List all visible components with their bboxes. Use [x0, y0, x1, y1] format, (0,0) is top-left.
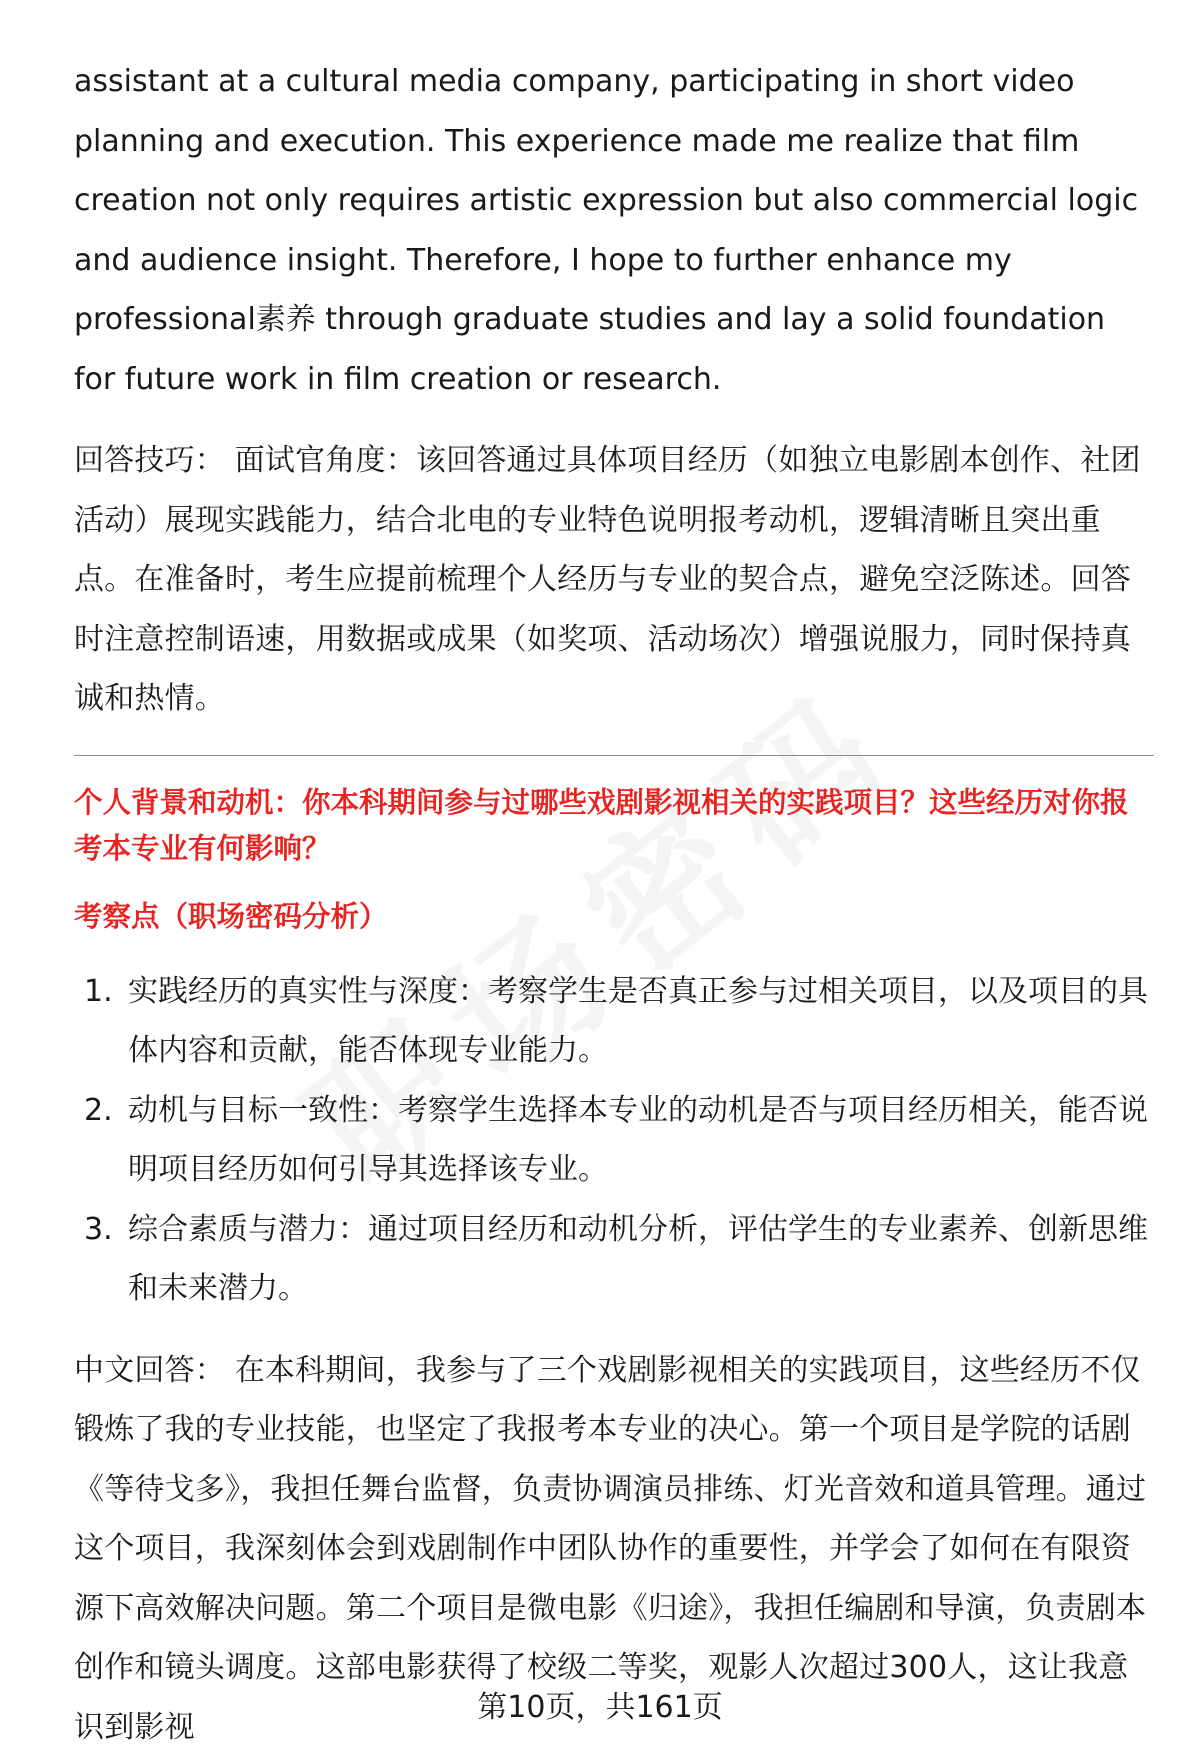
- page-content: [74, 52, 1154, 1757]
- assessment-heading: 考察点（职场密码分析）: [74, 894, 1154, 940]
- list-item-number: 1.: [84, 962, 113, 1022]
- question-heading: 个人背景和动机：你本科期间参与过哪些戏剧影视相关的实践项目？这些经历对你报考本专业有何影响？: [74, 780, 1154, 872]
- chinese-answer: 中文回答： 在本科期间，我参与了三个戏剧影视相关的实践项目，这些经历不仅锻炼了我的专业技能，也坚定了我报考本专业的决心。第一个项目是学院的话剧《等待戈多》，我担任舞台监督，负责协调演员排练、灯光音效和道具管理。通过这个项目，我深刻体会到戏剧制作中团队协作的重要性，并学会了如何在有限资源下高效解决问题。第二个项目是微电影《归途》，我担任编剧和导演，负责剧本创作和镜头调度。这部电影获得了校级二等奖，观影人次超过300人，这让我意识到影视: [74, 1341, 1154, 1757]
- english-answer-continuation: assistant at a cultural media company, participating in short video planning and execution. This experience made me realize that film creation not only requires artistic expression but also commercial logic and audience insight. Therefore, I hope to further enhance my professional素养 through graduate studies and lay a solid foundation for future work in film creation or research.: [74, 52, 1154, 409]
- answer-tip: 回答技巧： 面试官角度：该回答通过具体项目经历（如独立电影剧本创作、社团活动）展现实践能力，结合北电的专业特色说明报考动机，逻辑清晰且突出重点。在准备时，考生应提前梳理个人经历与专业的契合点，避免空泛陈述。回答时注意控制语速，用数据或成果（如奖项、活动场次）增强说服力，同时保持真诚和热情。: [74, 431, 1154, 729]
- list-item: [74, 1200, 1154, 1319]
- list-item: [74, 1081, 1154, 1200]
- list-item-text: 综合素质与潜力：通过项目经历和动机分析，评估学生的专业素养、创新思维和未来潜力。: [128, 1212, 1148, 1307]
- list-item-number: 3.: [84, 1200, 113, 1260]
- list-item-number: 2.: [84, 1081, 113, 1141]
- list-item-text: 动机与目标一致性：考察学生选择本专业的动机是否与项目经历相关，能否说明项目经历如何引导其选择该专业。: [128, 1093, 1148, 1188]
- page-number-footer: 第10页，共161页: [0, 1688, 1200, 1728]
- assessment-list: [74, 962, 1154, 1319]
- section-divider: [74, 755, 1154, 756]
- list-item-text: 实践经历的真实性与深度：考察学生是否真正参与过相关项目，以及项目的具体内容和贡献，能否体现专业能力。: [128, 974, 1148, 1069]
- list-item: [74, 962, 1154, 1081]
